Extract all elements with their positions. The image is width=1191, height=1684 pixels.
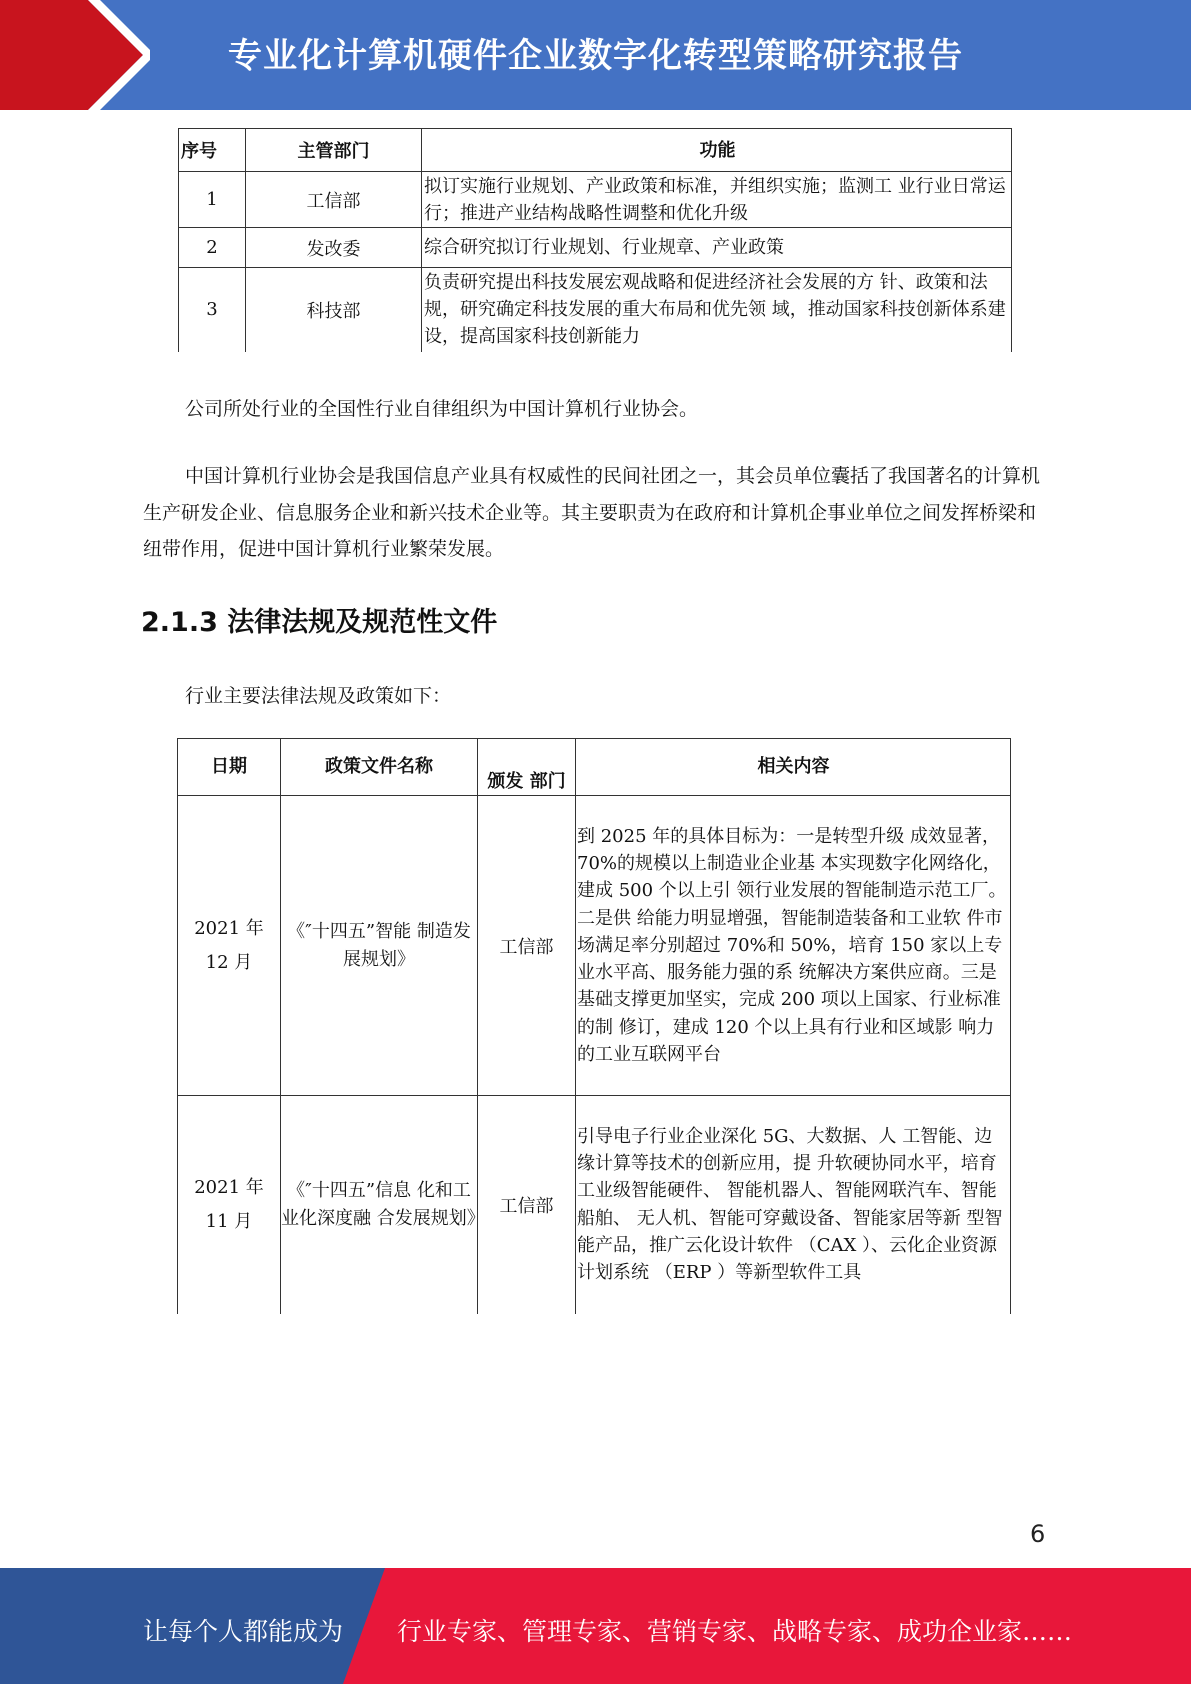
date-month: 11 月 [205, 1210, 253, 1232]
page-footer [0, 1568, 1191, 1684]
footer-slogan-right: 行业专家、管理专家、营销专家、战略专家、成功企业家…… [397, 1617, 1073, 1646]
cell-policy-name: 《″十四五”智能 制造发展规划》 [281, 796, 478, 1096]
section-heading: 2.1.3 法律法规及规范性文件 [141, 607, 498, 638]
header-red-block [0, 0, 60, 110]
cell-content: 引导电子行业企业深化 5G、大数据、人 工智能、边缘计算等技术的创新应用，提 升软硬协同水平，培育工业级智能硬件、 智能机器人、智能网联汽车、智能船舶、 无人机、智能可穿戴设备、智能家居等新 型智能产品，推广云化设计软件 （CAX ）、云化企业资源计划系统 （ERP ）等新型软件工具 [576, 1096, 1011, 1314]
cell-function: 拟订实施行业规划、产业政策和标准，并组织实施；监测工 业行业日常运行；推进产业结构战略性调整和优化升级 [422, 172, 1012, 228]
cell-dept: 工信部 [246, 172, 422, 228]
date-year: 2021 年 [194, 917, 264, 939]
paragraph-policy-intro: 行业主要法律法规及政策如下： [185, 685, 452, 707]
table-row [178, 796, 1011, 1096]
header-cell-dept: 主管部门 [246, 129, 422, 172]
cell-dept: 发改委 [246, 228, 422, 268]
header-cell-no: 序号 [179, 129, 246, 172]
table-row [179, 172, 1012, 228]
page-header [0, 0, 1191, 110]
cell-function: 综合研究拟订行业规划、行业规章、产业政策 [422, 228, 1012, 268]
cell-no: 3 [179, 268, 246, 352]
paragraph-association-detail: 中国计算机行业协会是我国信息产业具有权威性的民间社团之一，其会员单位囊括了我国著名的计算机生产研发企业、信息服务企业和新兴技术企业等。其主要职责为在政府和计算机企事业单位之间发挥桥梁和纽带作用，促进中国计算机行业繁荣发展。 [143, 465, 1041, 560]
cell-issuer: 工信部 [478, 796, 576, 1096]
header-chevron-decoration [60, 0, 150, 110]
table-row [179, 228, 1012, 268]
cell-date [178, 796, 281, 1096]
cell-function: 负责研究提出科技发展宏观战略和促进经济社会发展的方 针、政策和法规，研究确定科技发展的重大布局和优先领 域，推动国家科技创新体系建设，提高国家科技创新能力 [422, 268, 1012, 352]
department-table [178, 128, 1012, 352]
report-title: 专业化计算机硬件企业数字化转型策略研究报告 [228, 36, 963, 76]
page-number: 6 [1030, 1520, 1046, 1548]
cell-date [178, 1096, 281, 1314]
cell-no: 2 [179, 228, 246, 268]
header-cell-function: 功能 [422, 129, 1012, 172]
table-header-row [179, 129, 1012, 172]
table-header-row [178, 739, 1011, 796]
cell-content: 到 2025 年的具体目标为：一是转型升级 成效显著，70%的规模以上制造业企业基 本实现数字化网络化，建成 500 个以上引 领行业发展的智能制造示范工厂。二是供 给能力明显增强，智能制造装备和工业软 件市场满足率分别超过 70%和 50%，培育 150 家以上专业水平高、服务能力强的系 统解决方案供应商。三是基础支撑更加坚实，完成 200 项以上国家、行业标准的制 修订，建成 120 个以上具有行业和区域影 响力的工业互联网平台 [576, 796, 1011, 1096]
table-row [178, 1096, 1011, 1314]
policy-table [177, 738, 1011, 1314]
table-row [179, 268, 1012, 352]
footer-slogan-left: 让每个人都能成为 [143, 1617, 344, 1646]
date-month: 12 月 [205, 951, 253, 973]
header-cell-date: 日期 [178, 739, 281, 796]
cell-dept: 科技部 [246, 268, 422, 352]
header-cell-content: 相关内容 [576, 739, 1011, 796]
cell-policy-name: 《″十四五”信息 化和工业化深度融 合发展规划》 [281, 1096, 478, 1314]
date-year: 2021 年 [194, 1176, 264, 1198]
cell-issuer: 工信部 [478, 1096, 576, 1314]
header-cell-issuer: 颁发 部门 [478, 739, 576, 796]
cell-no: 1 [179, 172, 246, 228]
paragraph-association: 公司所处行业的全国性行业自律组织为中国计算机行业协会。 [185, 398, 699, 420]
header-cell-policy-name: 政策文件名称 [281, 739, 478, 796]
